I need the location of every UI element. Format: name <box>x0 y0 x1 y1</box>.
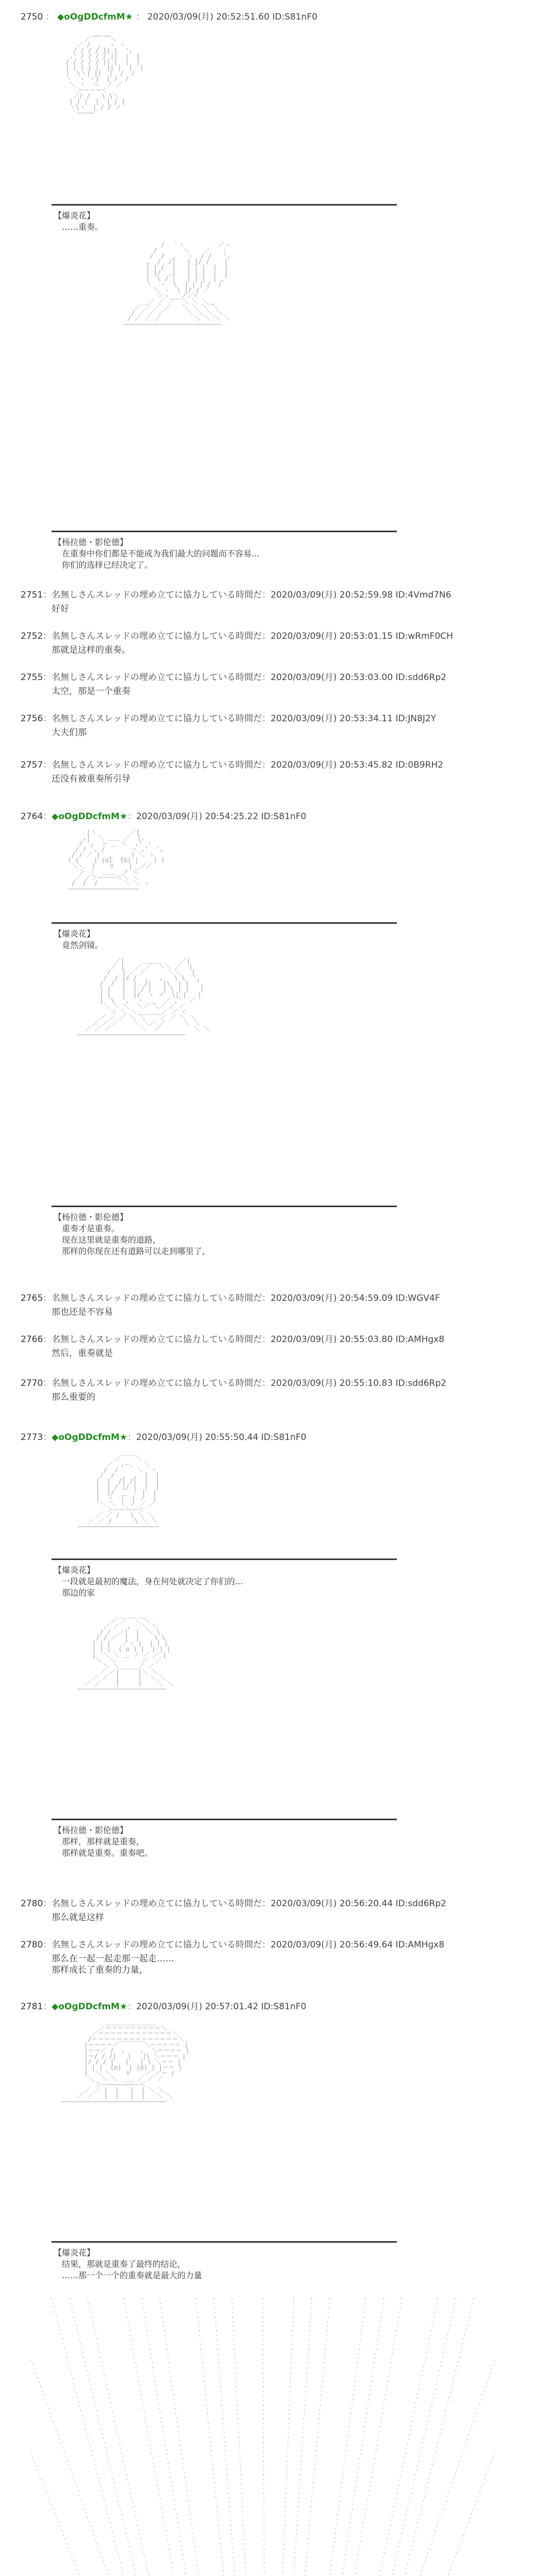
post-2752: 2752：名無しさんスレッドの埋め立てに協力している時間だ：2020/03/09(月) 20:53:01.15 ID:wRmF0CH 那就是这样的重奏。 <box>21 631 453 655</box>
post-2766: 2766：名無しさんスレッドの埋め立てに協力している時間だ：2020/03/09(月) 20:55:03.80 ID:AMHgx8 然后，重奏就是 <box>21 1334 445 1359</box>
ascii-art-figure-7: ＿＿＿＿＿＿＿＿ ／＝＝＝＝＝＝＝＝＝＼ ／＝＝＝＝＝＝＝＝＝＝＝＝＼ /＝＝＝＝＝＝＝＝＝＝＝＝＝＝＼ |＝＝＝＝／￣￣￣￣＼＝＝＝＝＝ | |＝＝／ / , , ＼＝＝＝＝ | |＝/ / /| | |\ ＼＝＝＝ | |/ / / | | | \ ＼＝＝ | | | | (o) | (o) | |＝＝ | | ＼ ＼ ▽ ／ ／＝ / ＼ ＼ ＼ ＿＿ ／ ／ ／ ＞ー―――――――ー＜ ／ ／ | | | | ＼ ＼ ／ ／ | | | | ＼ ＼ ―――――――――――――――――――――――――――― <box>62 2019 190 2105</box>
divider <box>52 204 397 206</box>
dialogue-line: ……重奏。 <box>62 222 104 232</box>
ascii-art-figure-5: ＿＿ ／ ＼ ／ ,ー、 ＼ / / ＼ ヽ / / , , | | | | /| /| | | | | / |/ | | | | |/ ＿ ヽ | | | ヽ | | ノ | ＼ ＼ ヽ_ノ ／ ／ ＞ーーーー＜ ／ ／ / \ ＼ ＼ ／ ／ / \ ＼ ＼ ―――――――――――――――――――――― <box>77 1449 159 1530</box>
speaker-tag: 【爆炎花】 <box>54 2248 95 2258</box>
post-2750 <box>21 9 381 22</box>
speaker-tag: 【杨拉德・影伦德】 <box>54 537 128 547</box>
post-2765: 2765：名無しさんスレッドの埋め立てに協力している時間だ：2020/03/09(月) 20:54:59.09 ID:WGV4F 那也还是不容易 <box>21 1293 440 1317</box>
reply-text: 大夫们那 <box>52 727 87 738</box>
reply-text: 还没有被重奏所引导 <box>52 774 130 784</box>
reply-text: 那么就是这样 <box>52 1912 104 1923</box>
reply-text: 那么在一起一起走那一起走…… 那样成长了重奏的力量， <box>52 1954 174 1975</box>
dialogue-line: 在重奏中你们都是不能成为我们最大的问题而不容易... <box>62 549 260 558</box>
reply-text: 然后，重奏就是 <box>52 1348 113 1359</box>
reply-text: 那就是这样的重奏。 <box>52 645 130 655</box>
dialogue-line: 竟然剑镜。 <box>62 940 104 950</box>
reply-text: 太空，那是一个重奏 <box>52 686 130 697</box>
speaker-tag: 【杨拉德・影伦德】 <box>54 1212 128 1222</box>
post-2751: 2751：名無しさんスレッドの埋め立てに協力している時間だ：2020/03/09(月) 20:52:59.98 ID:4Vmd7N6 好好 <box>21 590 451 614</box>
dialogue-line: 结果，那就是重奏了最终的结论， <box>62 2259 186 2269</box>
speaker-tag: 【杨拉德・影伦德】 <box>54 1825 128 1835</box>
dialogue-line: 重奏才是重奏。 <box>62 1224 120 1233</box>
dialogue-line: 那样，那样就是重奏， <box>62 1837 145 1846</box>
divider <box>52 531 397 532</box>
dialogue-line: 一段就是最初的魔法，身在何处就决定了你们的... <box>62 1577 243 1586</box>
ascii-art-figure-6: ＿ ＿ ＿ ／ ／ ＼ ＼ ／ ／ , ＼ ＼ / / ／| | ＼ \ / / ／ | | \ \ | | | ／ヽ | | | | | | | ( o ) | | | | | ＼ ＼ ＿ ノ ／ ／ | ＼ ＼ ／ ／ ＼ ＼＿＿＿／ ／ ／ ／| |＼ ＼ ／ ／ | | ＼ ＼ ／ ／ | | ＼ ＼ ―――――――――――――――――――――――― <box>77 1612 173 1692</box>
post-2764: 2764：◆oOgDDcfmM★：2020/03/09(月) 20:54:25.22 ID:S81nF0 <box>21 811 307 822</box>
dialogue-line: ……那一个一个的重奏就是最大的力量 <box>62 2270 203 2280</box>
post-2773: 2773：◆oOgDDcfmM★：2020/03/09(月) 20:55:50.44 ID:S81nF0 <box>21 1432 307 1443</box>
post-id: ID:S81nF0 <box>272 12 317 22</box>
divider <box>52 1558 397 1560</box>
post-2780b: 2780：名無しさんスレッドの埋め立てに協力している時間だ：2020/03/09(月) 20:56:49.64 ID:AMHgx8 那么在一起一起走那一起走…… 那样成长了重奏的力量， <box>21 1940 445 1975</box>
post-date: 2020/03/09(月) 20:52:51.60 <box>147 12 270 22</box>
dialogue-line: 你们的选择已经决定了。 <box>62 560 153 570</box>
post-2755: 2755：名無しさんスレッドの埋め立てに協力している時間だ：2020/03/09(月) 20:53:03.00 ID:sdd6Rp2 太空，那是一个重奏 <box>21 672 447 697</box>
post-2756: 2756：名無しさんスレッドの埋め立てに協力している時間だ：2020/03/09(月) 20:53:34.11 ID:JN8J2Y 大夫们那 <box>21 714 437 738</box>
speaker-tag: 【爆炎花】 <box>54 1565 95 1575</box>
divider <box>52 1819 397 1820</box>
dialogue-line: 现在这里就是重奏的道路， <box>62 1235 161 1245</box>
dialogue-line: 那边的家 <box>62 1588 95 1598</box>
divider <box>52 1206 397 1207</box>
post-2770: 2770：名無しさんスレッドの埋め立てに協力している時間だ：2020/03/09(月) 20:55:10.83 ID:sdd6Rp2 那么重要的 <box>21 1378 447 1402</box>
divider <box>52 922 397 924</box>
ascii-art-figure-1: ＿＿＿ ／ ￣ ￣＼ ／ / , ヽ ヽ / / / / }| | ', ,' / / / / || | i / / / / / || | | | | | | | | || | | | | \ヽ| || | / / ヽ ヽ ヽ| | / / ＼ ヽ ＼ ノ ／ ＞＝＝＝＜ ／/ / \ \＼ | | | | | | | ヽ\ヽ | / / ノ `ー―――´ <box>65 30 144 116</box>
ascii-art-figure-3: |ヽ ／| ,| ＼ ＿＿ ／ |, / ', ＞ ＿ ＜ ,' ヽ / / ', / ヽ ,' ', / / ／ | ＿ ＿ | ＼ ヽ ( ( | (o) (o) | ) ) ＼＼ | ▽ | ／／ ＞ ヽ ＿＿ ノ ＜ ／ ／＞ーーー＜＼ ＼ / / / ＼ ＼ ヽ ――――――――――――――――――― <box>68 828 165 892</box>
speaker-tag: 【爆炎花】 <box>54 929 95 939</box>
speaker-tag: 【爆炎花】 <box>54 211 95 221</box>
post-header: 2750 ： ◆oOgDDcfmM★ ： 2020/03/09(月) 20:52:51.60 ID:S81nF0 <box>21 12 317 22</box>
post-2757: 2757：名無しさんスレッドの埋め立てに協力している時間だ：2020/03/09(月) 20:53:45.82 ID:0B9RH2 还没有被重奏所引导 <box>21 760 444 784</box>
post-2781: 2781：◆oOgDDcfmM★：2020/03/09(月) 20:57:01.42 ID:S81nF0 <box>21 2002 307 2012</box>
post-2780: 2780：名無しさんスレッドの埋め立てに協力している時間だ：2020/03/09(月) 20:56:20.44 ID:sdd6Rp2 那么就是这样 <box>21 1899 447 1923</box>
speed-lines-panel <box>31 2298 495 2576</box>
ascii-art-figure-4: ／| ＿＿＿ ／| ／ | ／ ／ ＼＼ ／ | / | ／ ／ ＼＼ | / / |/ / , , \ \ ', / / | | /| |\ | | ', | | | | / | | \ | | | | | | |/ ヽ ノ \| | | | \ ', ヽ ＿ ／ ,' ／ ＼ ＼ ＼ ＼／ ＼／ ／ ／ ＞ ＼ ＼＿＿＿＿／ ／ ＜ ／ ／ ／ ＼ ＼ ／ ／ ＼ ＼ ／ ／ ／ ＼ ＼／ ／ ＼ ＼ ／ ／ ／ ＼ ／ ＼ ＼ ――――――――――――――――――――――――――――― <box>77 957 210 1038</box>
post-number[interactable]: 2750 <box>21 12 43 22</box>
ascii-art-figure-2: / ｀ヽ ／ヽ / ＼ ／ ｜ / / , ヽ / / ', , / /| | }/ / | | | / | | | | | | | |/ ,| | | | | | | \ / | | | | | ,' ヽ ヽ \ | | | / / ＼ ヽ \ |/ / ／ ＞ヽ___ノ／＜ ＿／ ／ ／ ＼ ＼ ＼＿ ／ ／ ／ ／ ＼ ＼ ＼ ＼ / ／ ／ ／ ＼ ＼ ＼ ＼ / ／ ／ ／ ＼ ＼ ＼ ＼ ―――――――――――――――――――――――――― <box>124 241 231 328</box>
reply-text: 那么重要的 <box>52 1392 95 1402</box>
reply-text: 好好 <box>52 604 69 614</box>
reply-text: 那也还是不容易 <box>52 1307 113 1317</box>
poster-name: ◆oOgDDcfmM★ <box>57 12 133 22</box>
divider <box>52 2241 397 2243</box>
dialogue-line: 那样的你现在还有道路可以走到哪里了， <box>62 1246 211 1256</box>
dialogue-line: 那样就是重奏。重奏吧。 <box>62 1848 153 1858</box>
